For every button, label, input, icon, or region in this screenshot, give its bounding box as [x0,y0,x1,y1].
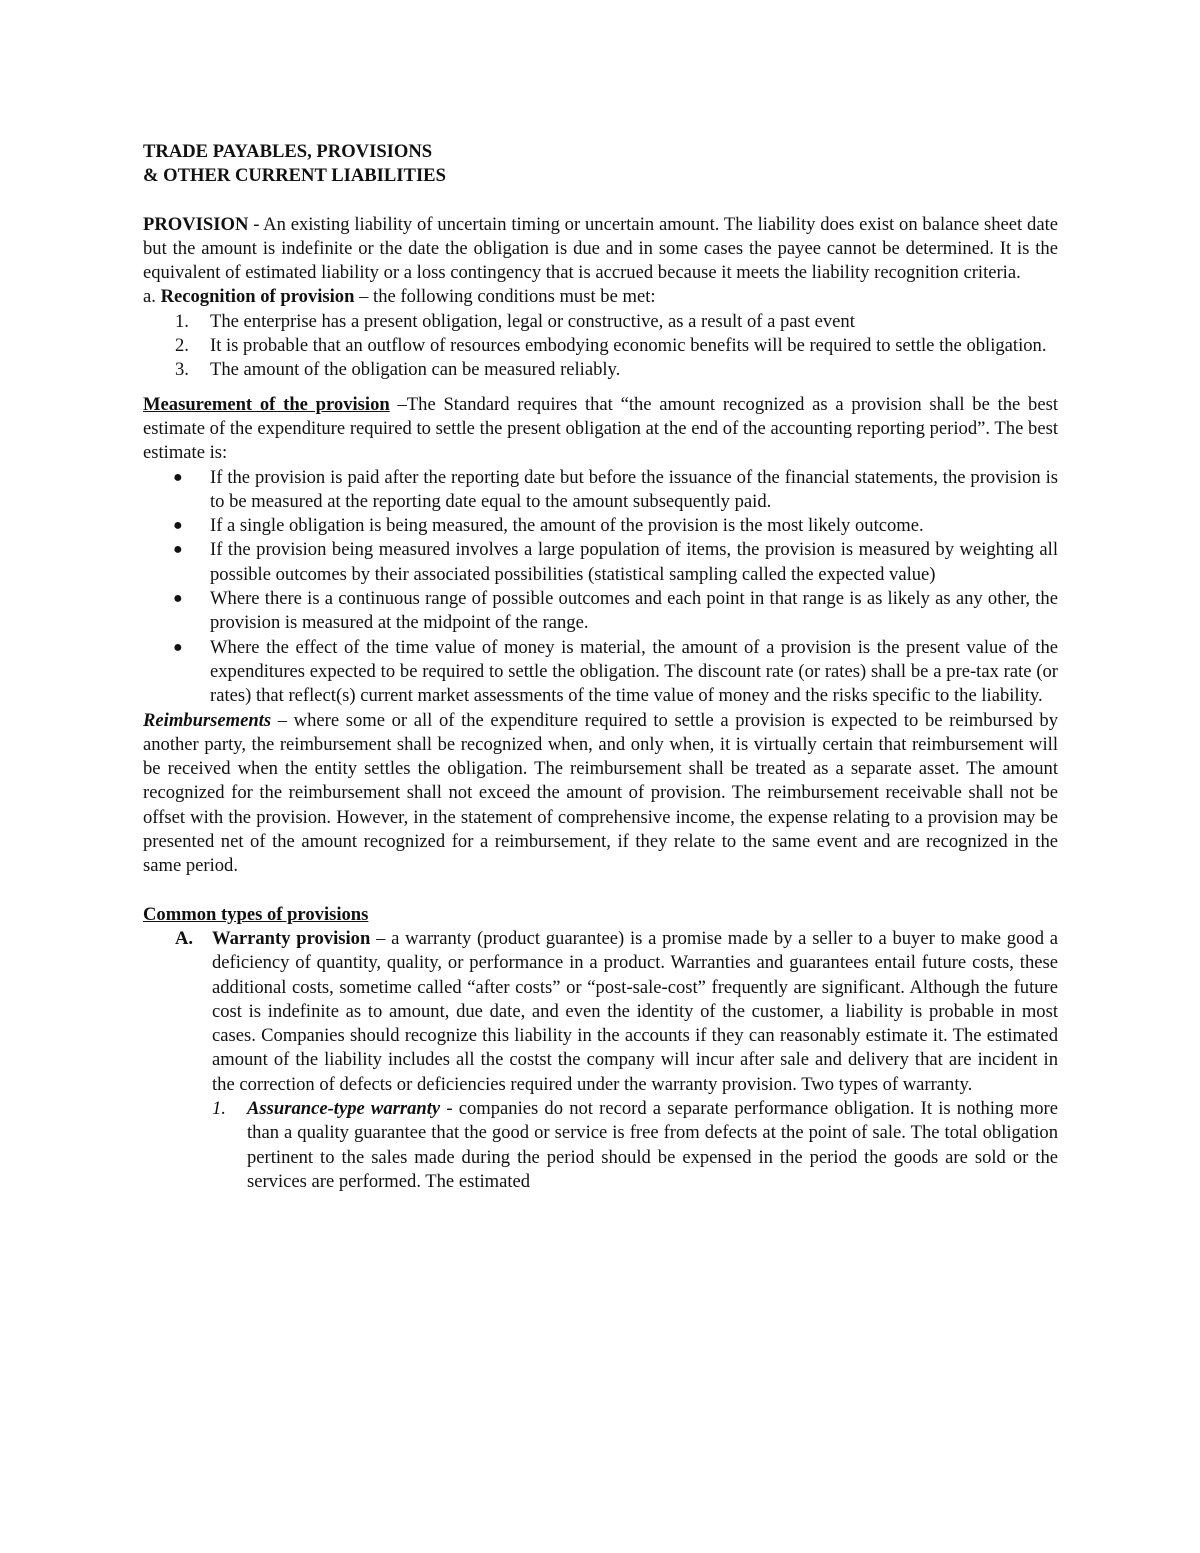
provision-definition: - An existing liability of uncertain timing or uncertain amount. The liability does exist on balance sheet date but the amount is indefinite or the date the obligation is due and in some cases the payee cannot be determined. It is the equivalent of estimated liability or a loss contingency that is accrued because it meets the liability recognition criteria. [143,213,1058,284]
common-types-heading: Common types of provisions [143,903,369,925]
measurement-bullet [143,636,1058,709]
warranty-type-heading: Assurance-type warranty [247,1097,441,1119]
provision-paragraph [143,213,1058,286]
bullet-icon: ● [173,541,183,559]
measurement-text: –The Standard requires that “the amount recognized as a provision shall be the best estimate of the expenditure required to settle the present obligation at the end of the accounting reporting period”. The best estimate is: [143,393,1059,464]
bullet-icon: ● [173,517,183,535]
document-title-line-2: & OTHER CURRENT LIABILITIES [143,165,446,187]
measurement-bullet [143,514,1058,538]
recognition-condition [143,310,1058,334]
bullet-text: Where the effect of the time value of money is material, the amount of a provision is the present value of the expenditures expected to be required to settle the obligation. The discount rate (or rates) shall be a pre-tax rate (or rates) that reflect(s) current market assessments of the time value of money and the risks specific to the liability. [210,636,1058,707]
list-number: 3. [175,359,189,381]
measurement-bullet [143,587,1058,636]
reimbursements-heading: Reimbursements [143,709,272,731]
bullet-icon: ● [173,590,183,608]
bullet-icon: ● [173,638,183,656]
measurement-bullet [143,538,1058,587]
reimbursements-paragraph [143,709,1058,879]
measurement-heading: Measurement of the provision [143,393,390,415]
bullet-text: If a single obligation is being measured, the amount of the provision is the most likely outcome. [210,515,924,537]
list-number: 1. [212,1097,226,1119]
provision-term: PROVISION [143,213,249,235]
provision-type-item [143,927,1058,1097]
provision-type-body: – a warranty (product guarantee) is a promise made by a seller to a buyer to make good a deficiency of quantity, quality, or performance in a product. Warranties and guarantees entail future costs, these additional costs, sometime called “after costs” or “post-sale-cost” frequently are significant. Although the future cost is indefinite as to amount, due date, and even the identity of the customer, a liability is probable in most cases. Companies should recognize this liability in the accounts if they can reasonably estimate it. The estimated amount of the liability includes all the costst the company will incur after sale and delivery that are incident in the correction of defects or deficiencies required under the warranty provision. Two types of warranty. [212,927,1059,1095]
list-number: 1. [175,310,189,332]
bullet-text: If the provision being measured involves a large population of items, the provision is measured by weighting all possible outcomes by their associated possibilities (statistical sampling called the expected value) [210,539,1058,585]
warranty-type-item [143,1097,1058,1194]
warranty-type-body: - companies do not record a separate performance obligation. It is nothing more than a quality guarantee that the good or service is free from defects at the point of sale. The total obligation pertinent to the sales made during the period should be expensed in the period the goods are sold or the services are performed. The estimated [247,1097,1058,1192]
reimbursements-text: – where some or all of the expenditure required to settle a provision is expected to be reimbursed by another party, the reimbursement shall be recognized when, and only when, it is virtually certain that reimbursement will be received when the entity settles the obligation. The reimbursement shall be treated as a separate asset. The amount recognized for the reimbursement shall not exceed the amount of provision. The reimbursement receivable shall not be offset with the provision. However, in the statement of comprehensive income, the expense relating to a provision may be presented net of the amount recognized for a reimbursement, if they relate to the same event and are recognized in the same period. [143,709,1058,877]
document-body [143,140,1058,1194]
document-title-line-1: TRADE PAYABLES, PROVISIONS [143,141,433,162]
condition-text: It is probable that an outflow of resources embodying economic benefits will be required to settle the obligation. [210,335,1047,357]
provision-type-heading: Warranty provision [212,927,371,949]
recognition-condition [143,358,1058,382]
list-number: 2. [175,335,189,357]
recognition-heading: Recognition of provision [160,286,355,308]
condition-text: The enterprise has a present obligation, legal or constructive, as a result of a past event [210,310,855,332]
condition-text: The amount of the obligation can be measured reliably. [210,359,621,381]
bullet-icon: ● [173,468,183,486]
warranty-type-text [247,1097,1058,1194]
bullet-text: If the provision is paid after the reporting date but before the issuance of the financial statements, the provision is to be measured at the reporting date equal to the amount subsequently paid. [210,466,1058,512]
measurement-bullet [143,466,1058,515]
recognition-prefix: a. [143,286,161,308]
bullet-text: Where there is a continuous range of possible outcomes and each point in that range is as likely as any other, the provision is measured at the midpoint of the range. [210,588,1058,634]
spacer [143,879,1058,903]
recognition-condition [143,334,1058,358]
spacer [143,383,1058,393]
recognition-intro [143,285,1058,309]
spacer [143,189,1058,213]
list-letter: A. [175,927,194,949]
recognition-text: – the following conditions must be met: [354,286,656,308]
provision-type-text [212,927,1058,1097]
measurement-paragraph [143,393,1058,466]
